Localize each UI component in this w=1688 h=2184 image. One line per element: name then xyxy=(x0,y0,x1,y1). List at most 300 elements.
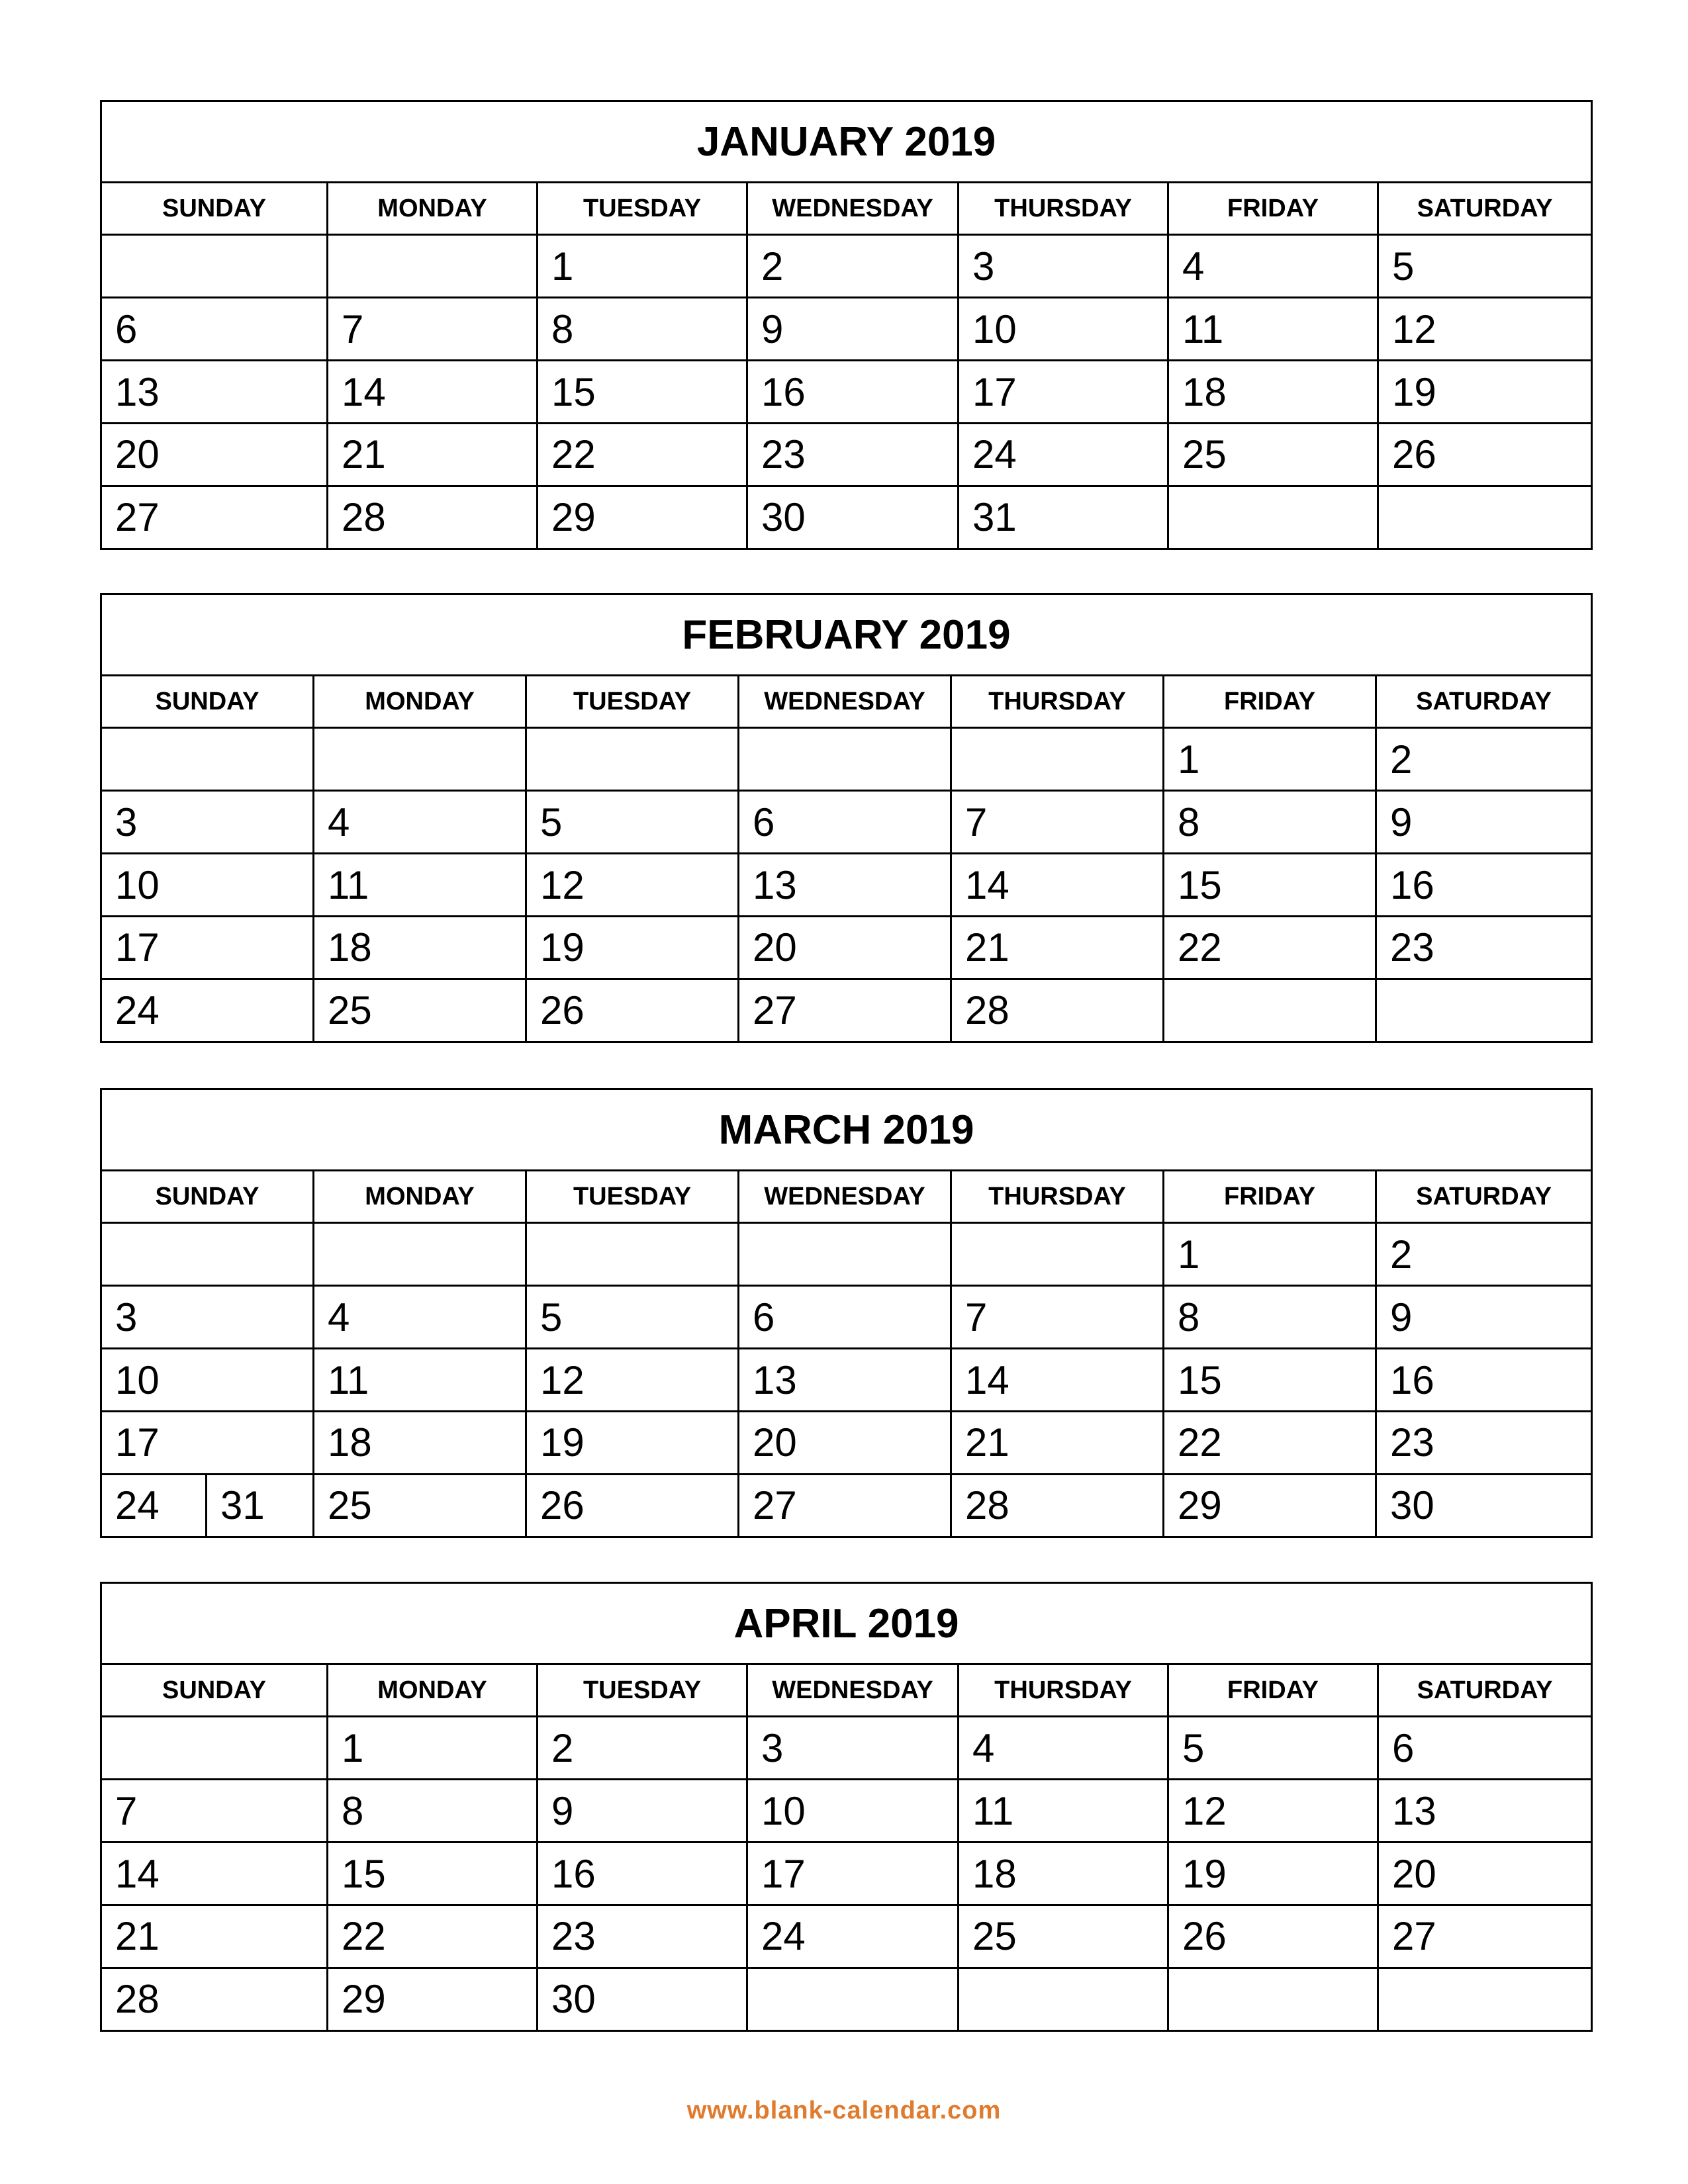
day-number: 13 xyxy=(753,1357,797,1402)
day-number: 4 xyxy=(972,1725,995,1770)
day-cell xyxy=(101,1411,314,1474)
day-cell xyxy=(747,235,959,298)
day-number: 12 xyxy=(540,862,585,907)
day-number: 25 xyxy=(972,1914,1017,1959)
weekday-header: WEDNESDAY xyxy=(747,1664,959,1717)
day-cell xyxy=(101,361,328,424)
day-number: 13 xyxy=(1392,1788,1436,1833)
day-cell xyxy=(1168,1843,1378,1905)
day-cell xyxy=(101,423,328,486)
week-row xyxy=(101,1968,1592,2030)
day-number: 14 xyxy=(965,1357,1009,1402)
weekday-header: FRIDAY xyxy=(1168,1664,1378,1717)
day-cell xyxy=(1378,1905,1592,1968)
day-cell xyxy=(1164,979,1376,1042)
day-cell xyxy=(538,423,747,486)
day-number: 21 xyxy=(965,1420,1009,1465)
day-number: 20 xyxy=(753,925,797,970)
day-cell xyxy=(314,1349,526,1412)
day-cell xyxy=(951,791,1164,854)
day-number: 8 xyxy=(551,306,574,351)
day-number: 22 xyxy=(1178,1420,1222,1465)
day-cell xyxy=(538,486,747,549)
day-cell xyxy=(1164,1474,1376,1537)
day-number: 9 xyxy=(551,1788,574,1833)
week-row xyxy=(101,423,1592,486)
day-number: 28 xyxy=(965,1483,1009,1528)
week-row xyxy=(101,1474,1592,1537)
day-cell xyxy=(1376,791,1592,854)
day-number: 21 xyxy=(965,925,1009,970)
day-cell xyxy=(739,1286,951,1349)
day-cell xyxy=(101,1286,314,1349)
weekday-header: FRIDAY xyxy=(1164,676,1376,728)
day-number: 25 xyxy=(328,1483,372,1528)
day-cell xyxy=(747,298,959,361)
day-number: 11 xyxy=(972,1788,1014,1833)
day-cell xyxy=(1378,1780,1592,1843)
day-cell xyxy=(314,791,526,854)
day-number: 12 xyxy=(1182,1788,1227,1833)
day-number: 17 xyxy=(115,925,160,970)
day-cell xyxy=(951,979,1164,1042)
day-cell xyxy=(526,1411,739,1474)
day-number: 12 xyxy=(1392,306,1436,351)
day-number: 8 xyxy=(1178,1295,1200,1340)
day-cell xyxy=(739,1223,951,1286)
day-cell xyxy=(314,1411,526,1474)
day-cell xyxy=(951,916,1164,979)
month-title: APRIL 2019 xyxy=(101,1583,1592,1664)
day-cell xyxy=(538,1717,747,1780)
day-number: 23 xyxy=(1390,925,1434,970)
day-cell xyxy=(1168,1968,1378,2030)
day-cell xyxy=(1378,298,1592,361)
weekday-header: MONDAY xyxy=(328,1664,538,1717)
day-number: 26 xyxy=(540,988,585,1033)
day-number: 18 xyxy=(1182,369,1227,414)
day-cell xyxy=(538,235,747,298)
week-row xyxy=(101,1780,1592,1843)
day-cell xyxy=(101,486,328,549)
day-number: 17 xyxy=(761,1851,806,1896)
day-cell xyxy=(1164,728,1376,791)
weekday-header: THURSDAY xyxy=(951,676,1164,728)
day-number: 31 xyxy=(972,495,1017,540)
day-number: 6 xyxy=(1392,1725,1415,1770)
day-cell xyxy=(747,486,959,549)
day-cell xyxy=(1376,1286,1592,1349)
weekday-header: SUNDAY xyxy=(101,676,314,728)
day-number: 4 xyxy=(328,799,350,844)
day-number: 3 xyxy=(115,1295,138,1340)
day-number: 21 xyxy=(342,432,386,477)
day-number: 10 xyxy=(972,306,1017,351)
day-cell xyxy=(1376,854,1592,917)
day-cell xyxy=(314,979,526,1042)
day-cell xyxy=(739,1411,951,1474)
week-row xyxy=(101,1223,1592,1286)
day-cell xyxy=(314,854,526,917)
week-row xyxy=(101,1717,1592,1780)
day-cell xyxy=(101,791,314,854)
weekday-header: SATURDAY xyxy=(1378,183,1592,235)
weekday-header: THURSDAY xyxy=(959,1664,1168,1717)
day-number: 18 xyxy=(972,1851,1017,1896)
day-number: 7 xyxy=(965,1295,988,1340)
day-cell xyxy=(959,1905,1168,1968)
day-number: 9 xyxy=(761,306,784,351)
week-row xyxy=(101,1349,1592,1412)
day-cell xyxy=(747,1968,959,2030)
day-number: 5 xyxy=(540,1295,563,1340)
day-cell xyxy=(1164,1411,1376,1474)
day-cell xyxy=(526,728,739,791)
day-cell xyxy=(526,979,739,1042)
week-row xyxy=(101,916,1592,979)
day-number: 16 xyxy=(551,1851,596,1896)
weekday-header: FRIDAY xyxy=(1164,1171,1376,1223)
day-number: 20 xyxy=(115,432,160,477)
day-number: 16 xyxy=(1390,1357,1434,1402)
weekday-header: WEDNESDAY xyxy=(739,1171,951,1223)
day-cell xyxy=(1378,1968,1592,2030)
day-number: 11 xyxy=(1182,306,1224,351)
day-cell xyxy=(747,1843,959,1905)
day-cell xyxy=(1376,979,1592,1042)
day-number: 2 xyxy=(551,1725,574,1770)
day-cell xyxy=(101,298,328,361)
day-number: 28 xyxy=(115,1977,160,2022)
day-number: 3 xyxy=(761,1725,784,1770)
week-row xyxy=(101,791,1592,854)
day-number: 29 xyxy=(551,495,596,540)
month-grid xyxy=(100,1582,1593,2032)
day-number: 16 xyxy=(761,369,806,414)
week-row xyxy=(101,979,1592,1042)
week-row xyxy=(101,361,1592,424)
weekday-header: MONDAY xyxy=(314,676,526,728)
day-number: 23 xyxy=(761,432,806,477)
day-number: 30 xyxy=(551,1977,596,2022)
day-cell xyxy=(314,1223,526,1286)
day-number: 24 xyxy=(761,1914,806,1959)
day-cell xyxy=(328,1843,538,1905)
day-number: 19 xyxy=(1182,1851,1227,1896)
day-cell xyxy=(101,1968,328,2030)
day-number: 10 xyxy=(761,1788,806,1833)
day-cell xyxy=(314,1474,526,1537)
day-cell xyxy=(1378,361,1592,424)
day-number: 15 xyxy=(342,1851,386,1896)
weekday-header: WEDNESDAY xyxy=(747,183,959,235)
day-cell xyxy=(328,235,538,298)
day-cell xyxy=(959,423,1168,486)
day-cell xyxy=(1168,423,1378,486)
day-number: 1 xyxy=(342,1725,364,1770)
week-row xyxy=(101,486,1592,549)
month-calendar xyxy=(100,100,1591,550)
day-number: 25 xyxy=(1182,432,1227,477)
day-number: 19 xyxy=(540,925,585,970)
day-cell xyxy=(1376,1349,1592,1412)
day-cell xyxy=(959,1843,1168,1905)
weekday-header: THURSDAY xyxy=(959,183,1168,235)
day-number: 25 xyxy=(328,988,372,1033)
day-cell xyxy=(739,1474,951,1537)
weekday-header: SUNDAY xyxy=(101,1664,328,1717)
day-cell xyxy=(959,486,1168,549)
day-cell xyxy=(1378,1717,1592,1780)
day-cell xyxy=(951,728,1164,791)
day-cell xyxy=(959,298,1168,361)
weekday-header: SUNDAY xyxy=(101,183,328,235)
footer-website-link[interactable]: www.blank-calendar.com xyxy=(686,2097,1002,2124)
day-cell xyxy=(951,1223,1164,1286)
day-number: 23 xyxy=(551,1914,596,1959)
day-cell xyxy=(1376,1223,1592,1286)
day-cell xyxy=(328,1780,538,1843)
day-number: 17 xyxy=(972,369,1017,414)
day-number: 30 xyxy=(1390,1483,1434,1528)
month-title: MARCH 2019 xyxy=(101,1089,1592,1171)
day-cell xyxy=(538,1905,747,1968)
day-number: 11 xyxy=(328,862,369,907)
day-cell xyxy=(526,1223,739,1286)
day-number: 19 xyxy=(1392,369,1436,414)
weekday-header: MONDAY xyxy=(328,183,538,235)
day-cell xyxy=(101,1474,314,1537)
day-cell xyxy=(739,979,951,1042)
weekday-header: SATURDAY xyxy=(1376,1171,1592,1223)
day-number: 1 xyxy=(551,244,574,289)
day-number: 24 xyxy=(102,1475,207,1536)
day-cell xyxy=(101,1349,314,1412)
day-cell xyxy=(747,361,959,424)
day-cell xyxy=(1378,1843,1592,1905)
day-cell xyxy=(959,1717,1168,1780)
day-number: 26 xyxy=(540,1483,585,1528)
month-grid xyxy=(100,100,1593,550)
day-number: 29 xyxy=(1178,1483,1222,1528)
day-cell xyxy=(747,1905,959,1968)
day-number: 19 xyxy=(540,1420,585,1465)
day-cell xyxy=(526,854,739,917)
day-number: 14 xyxy=(115,1851,160,1896)
day-cell xyxy=(739,916,951,979)
day-number: 28 xyxy=(965,988,1009,1033)
day-number: 18 xyxy=(328,1420,372,1465)
day-number: 9 xyxy=(1390,799,1413,844)
day-cell xyxy=(739,1349,951,1412)
day-number: 20 xyxy=(1392,1851,1436,1896)
day-cell xyxy=(1376,1411,1592,1474)
day-cell xyxy=(959,361,1168,424)
day-cell xyxy=(314,1286,526,1349)
month-grid xyxy=(100,1088,1593,1538)
day-number: 26 xyxy=(1182,1914,1227,1959)
day-cell xyxy=(1378,423,1592,486)
day-number: 30 xyxy=(761,495,806,540)
day-number: 2 xyxy=(1390,737,1413,782)
day-number: 13 xyxy=(753,862,797,907)
month-title: FEBRUARY 2019 xyxy=(101,594,1592,676)
day-number: 8 xyxy=(342,1788,364,1833)
day-cell xyxy=(538,1843,747,1905)
day-number: 9 xyxy=(1390,1295,1413,1340)
day-cell xyxy=(526,916,739,979)
day-cell xyxy=(951,1474,1164,1537)
day-cell xyxy=(1164,1223,1376,1286)
day-number: 1 xyxy=(1178,1232,1200,1277)
day-cell xyxy=(101,916,314,979)
weekday-header: THURSDAY xyxy=(951,1171,1164,1223)
day-cell xyxy=(951,1286,1164,1349)
day-cell xyxy=(328,1968,538,2030)
day-cell xyxy=(1168,298,1378,361)
weekday-header: TUESDAY xyxy=(526,676,739,728)
day-number: 24 xyxy=(972,432,1017,477)
day-number: 1 xyxy=(1178,737,1200,782)
day-cell xyxy=(1168,486,1378,549)
day-cell xyxy=(1378,486,1592,549)
day-number: 21 xyxy=(115,1914,160,1959)
day-cell xyxy=(959,235,1168,298)
day-number: 11 xyxy=(328,1357,369,1402)
day-cell xyxy=(1168,1717,1378,1780)
day-number: 26 xyxy=(1392,432,1436,477)
weekday-header: SATURDAY xyxy=(1378,1664,1592,1717)
day-cell xyxy=(1164,1286,1376,1349)
day-number: 2 xyxy=(1390,1232,1413,1277)
day-cell xyxy=(747,1717,959,1780)
day-cell xyxy=(1168,1780,1378,1843)
day-cell xyxy=(959,1968,1168,2030)
day-number: 7 xyxy=(115,1788,138,1833)
month-calendar xyxy=(100,1582,1591,2032)
weekday-header: SUNDAY xyxy=(101,1171,314,1223)
week-row xyxy=(101,1411,1592,1474)
day-number: 5 xyxy=(1392,244,1415,289)
day-cell xyxy=(314,728,526,791)
day-cell xyxy=(101,1223,314,1286)
day-number: 6 xyxy=(753,1295,775,1340)
day-cell xyxy=(747,423,959,486)
month-calendar xyxy=(100,1088,1591,1538)
day-cell xyxy=(951,1411,1164,1474)
day-number: 27 xyxy=(115,495,160,540)
day-cell xyxy=(101,1843,328,1905)
day-number: 16 xyxy=(1390,862,1434,907)
week-row xyxy=(101,1286,1592,1349)
day-number: 27 xyxy=(1392,1914,1436,1959)
day-number: 15 xyxy=(1178,1357,1222,1402)
day-number: 8 xyxy=(1178,799,1200,844)
day-cell xyxy=(739,854,951,917)
day-number: 17 xyxy=(115,1420,160,1465)
day-number: 6 xyxy=(115,306,138,351)
day-cell xyxy=(1378,235,1592,298)
day-cell xyxy=(101,235,328,298)
day-cell xyxy=(526,1286,739,1349)
day-cell xyxy=(526,791,739,854)
day-cell xyxy=(101,854,314,917)
week-row xyxy=(101,235,1592,298)
weekday-header: TUESDAY xyxy=(538,183,747,235)
day-cell xyxy=(101,1780,328,1843)
day-cell xyxy=(526,1349,739,1412)
week-row xyxy=(101,728,1592,791)
month-calendar xyxy=(100,593,1591,1043)
week-row xyxy=(101,1905,1592,1968)
day-cell xyxy=(1168,361,1378,424)
day-cell xyxy=(747,1780,959,1843)
day-cell xyxy=(739,791,951,854)
day-number: 22 xyxy=(551,432,596,477)
day-number: 3 xyxy=(972,244,995,289)
day-number: 7 xyxy=(965,799,988,844)
day-cell xyxy=(1376,916,1592,979)
week-row xyxy=(101,854,1592,917)
day-number: 4 xyxy=(328,1295,350,1340)
day-cell xyxy=(1164,1349,1376,1412)
weekday-header: WEDNESDAY xyxy=(739,676,951,728)
day-number: 14 xyxy=(342,369,386,414)
day-number: 13 xyxy=(115,369,160,414)
day-cell xyxy=(1164,916,1376,979)
day-cell xyxy=(101,1717,328,1780)
day-number: 14 xyxy=(965,862,1009,907)
day-number: 3 xyxy=(115,799,138,844)
day-cell xyxy=(959,1780,1168,1843)
month-title: JANUARY 2019 xyxy=(101,101,1592,183)
day-number: 18 xyxy=(328,925,372,970)
weekday-header: TUESDAY xyxy=(538,1664,747,1717)
day-cell xyxy=(101,728,314,791)
day-cell xyxy=(328,1717,538,1780)
day-cell xyxy=(538,1780,747,1843)
day-cell xyxy=(328,1905,538,1968)
day-number: 4 xyxy=(1182,244,1205,289)
day-cell xyxy=(328,423,538,486)
day-number: 28 xyxy=(342,495,386,540)
day-cell xyxy=(1168,235,1378,298)
day-cell xyxy=(1164,854,1376,917)
day-number: 22 xyxy=(1178,925,1222,970)
day-cell xyxy=(1376,728,1592,791)
day-cell xyxy=(538,361,747,424)
day-cell xyxy=(101,1905,328,1968)
day-number: 5 xyxy=(540,799,563,844)
day-number: 27 xyxy=(753,988,797,1033)
day-number: 27 xyxy=(753,1483,797,1528)
day-cell xyxy=(328,361,538,424)
day-cell xyxy=(538,1968,747,2030)
day-cell xyxy=(328,486,538,549)
weekday-header: TUESDAY xyxy=(526,1171,739,1223)
day-cell xyxy=(526,1474,739,1537)
day-number: 29 xyxy=(342,1977,386,2022)
day-number: 22 xyxy=(342,1914,386,1959)
weekday-header: SATURDAY xyxy=(1376,676,1592,728)
day-cell xyxy=(101,979,314,1042)
week-row xyxy=(101,1843,1592,1905)
weekday-header: FRIDAY xyxy=(1168,183,1378,235)
day-cell xyxy=(1164,791,1376,854)
day-number: 5 xyxy=(1182,1725,1205,1770)
day-number: 10 xyxy=(115,862,160,907)
month-grid xyxy=(100,593,1593,1043)
